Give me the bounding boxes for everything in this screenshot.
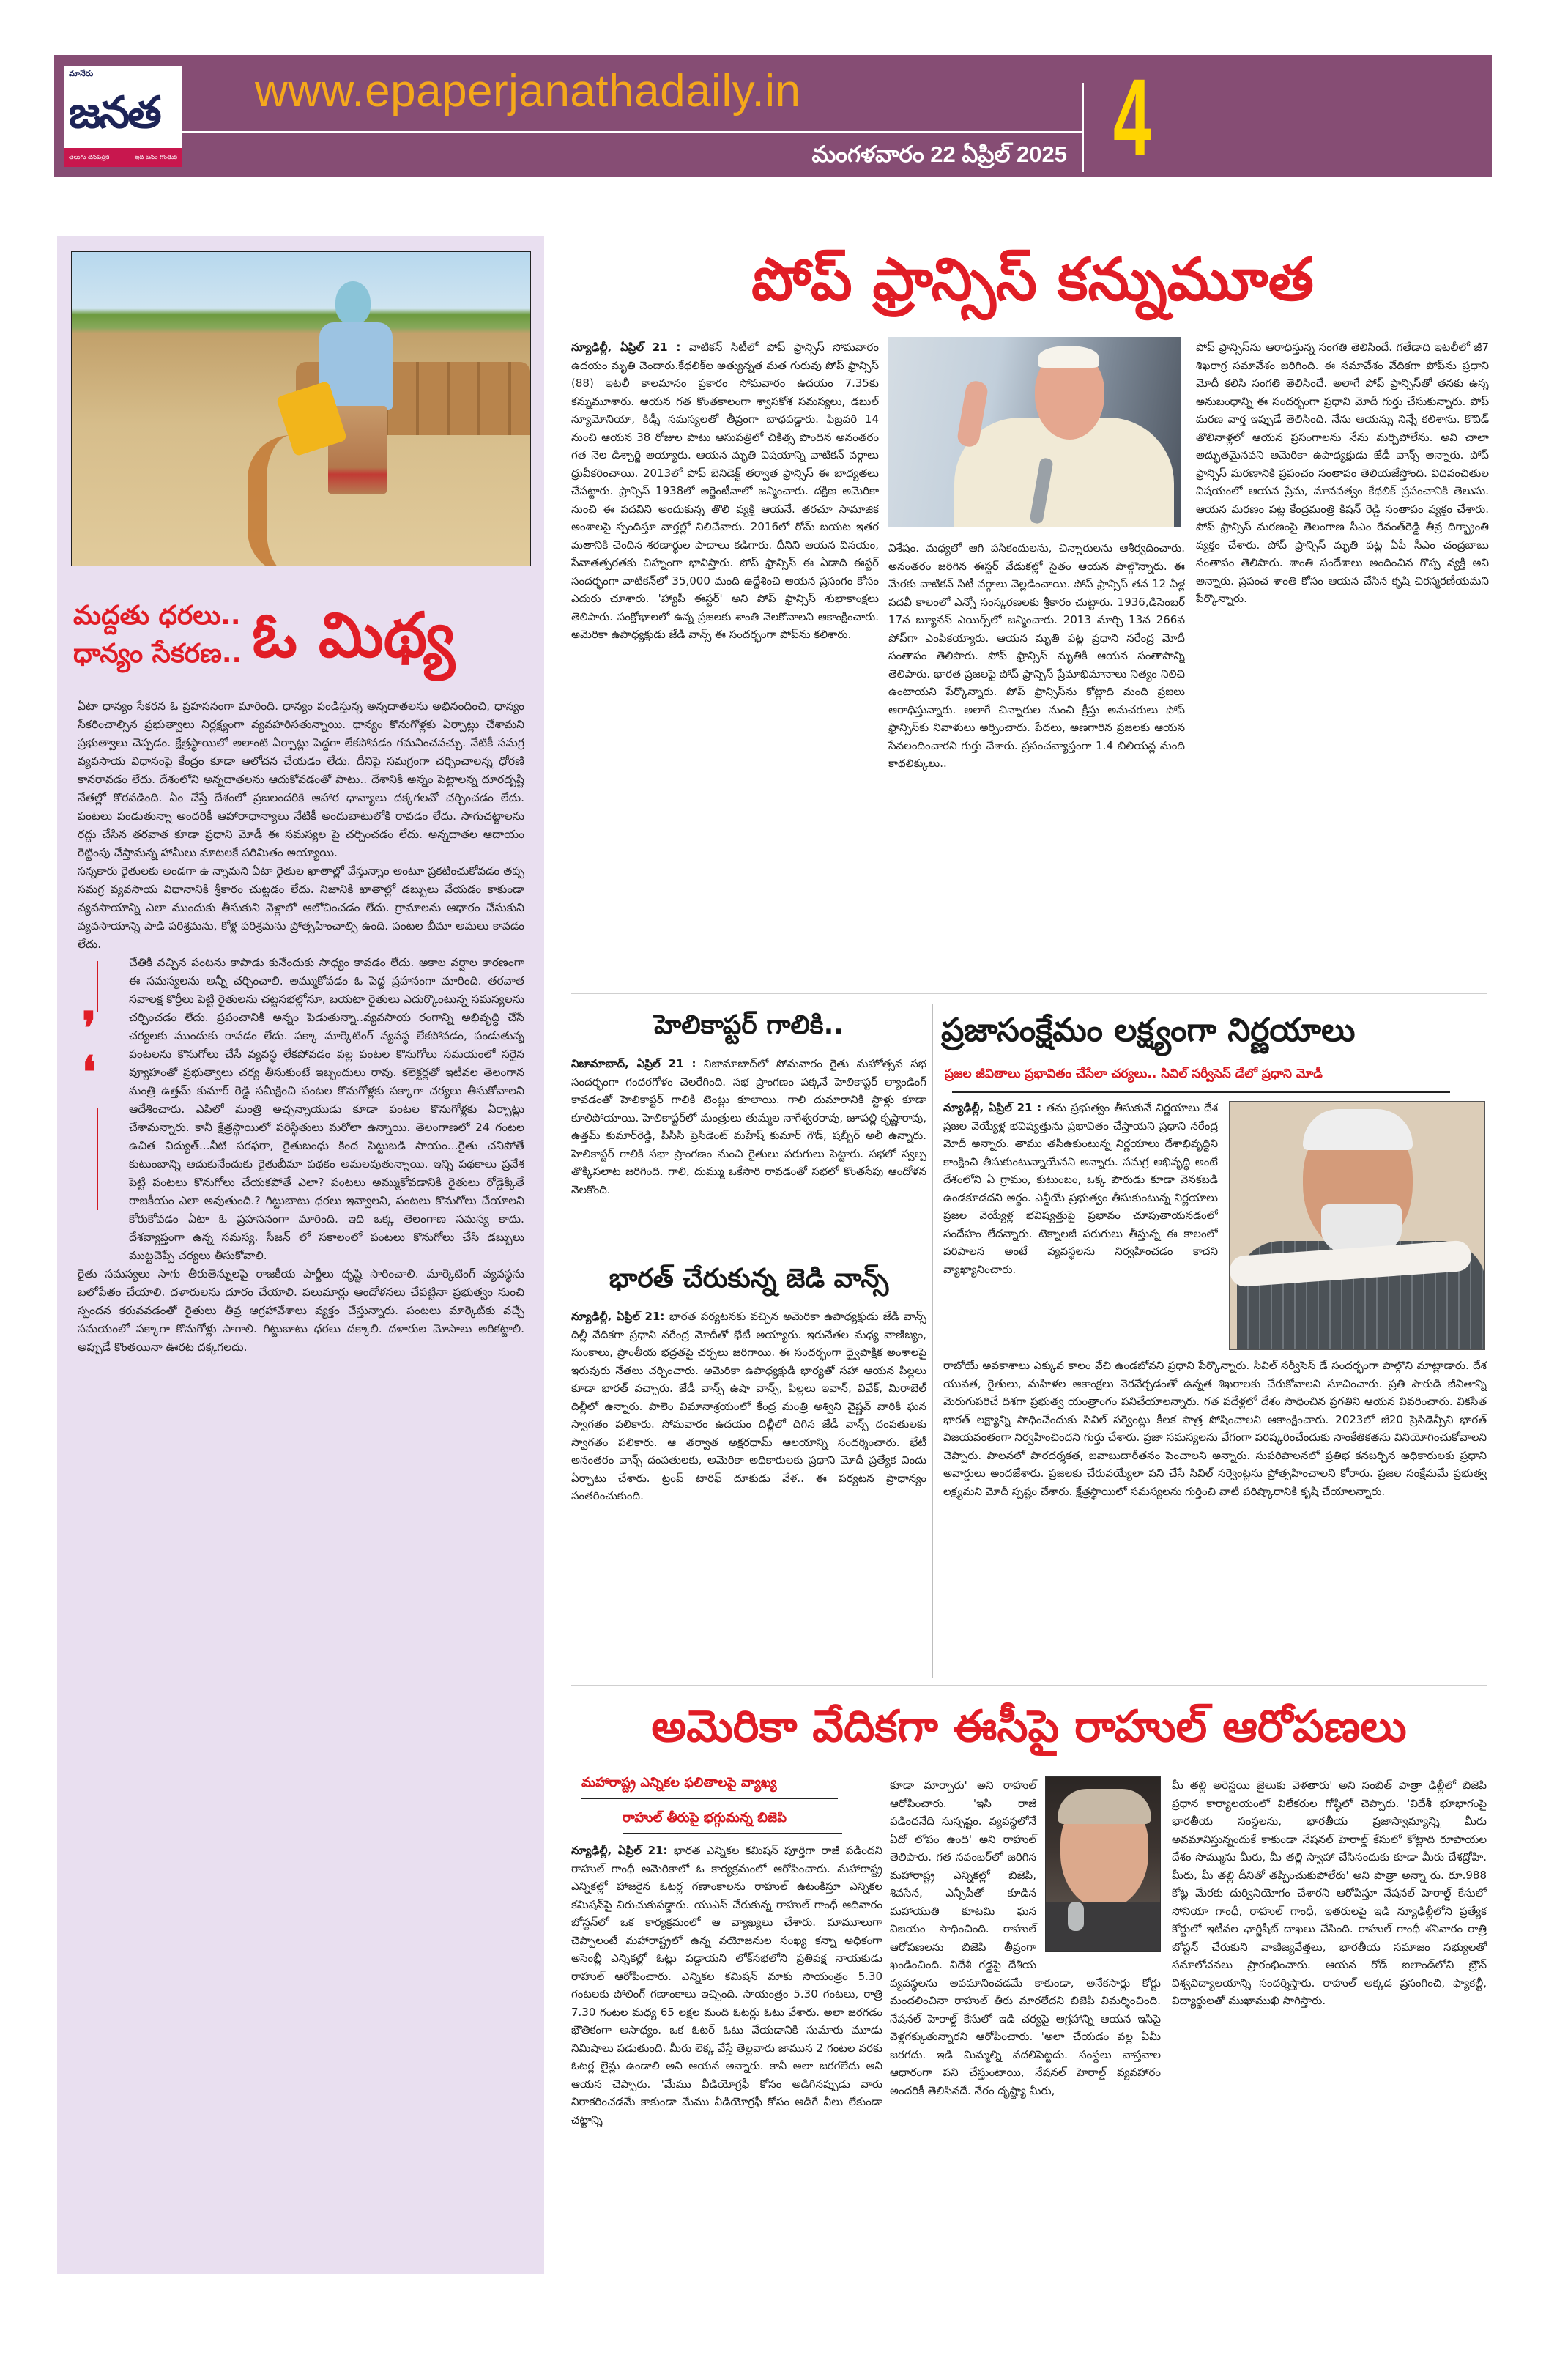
rahul-article-column-3: మీ తల్లి అరెస్టయి జైలుకు వెళతారు' అని సంబిత్ పాత్రా ఢిల్లీలో బిజెపి ప్రధాన కార్యాలయంలో విలేకరుల గోష్ఠిలో చెప్పారు. 'విదేశీ భూభాగంపై భారతీయ సంస్థలను, భారతీయ ప్రజాస్వామ్యాన్ని మీరు అవమానిస్తున్నందుకే కాకుండా నేషనల్ హెరాల్డ్ కేసులో కోట్లాది రూపాయల దేశం సొమ్మును మీరు, మీ తల్లి స్వాహా చేసినందుకు కూడా మీరు దేశద్రోహి. మీరు, మీ తల్లి దీనితో తప్పించుకుపోలేరు' అని పాత్రా అన్నా రు. రూ.988 కోట్ల మేరకు దుర్వినియోగం చేశారని ఆరోపిస్తూ నేషనల్ హెరాల్డ్ కేసులో సోనియా గాంధీ, రాహుల్ గాంధీ, ఇతరులపై ఇడి న్యూఢిల్లీలోని ప్రత్యేక కోర్టులో ఇటీవల ఛార్జిషీట్ దాఖలు చేసింది. రాహుల్ గాంధీ శనివారం రాత్రి బోస్టన్ చేరుకుని వాణిజ్యవేత్తలు, భారతీయ సమాజం సభ్యులతో సమాలోచనలు ప్రారంభించారు. ఆయన రోడ్ ఐలాండ్‌లోని బ్రౌన్ విశ్వవిద్యాలయాన్ని సందర్శిస్తారు. రాహుల్ అక్కడ ప్రసంగించి, ఫ్యాకల్టీ, విద్యార్థులతో ముఖాముఖి సాగిస్తారు. — [1172, 1779, 1487, 2007]
editorial-headline-big: ఓ మిథ్య — [252, 599, 455, 671]
falling-grain — [248, 435, 313, 566]
vance-dateline: న్యూఢిల్లీ, ఏప్రిల్ 21: — [571, 1310, 665, 1323]
modi-article-body-wide: రాబోయే అవకాశాలు ఎక్కువ కాలం వేచి ఉండబోవని ప్రధాని పేర్కొన్నారు. సివిల్ సర్వీసెస్ డే సందర్భంగా పాల్గొని మాట్లాడారు. దేశ యువత, రైతులు, మహిళల ఆకాంక్షలు నెరవేర్చడంతో ఉన్నత శిఖరాలకు చేరుకోవాలని సూచించారు. ప్రతి పౌరుడి జీవితాన్ని మెరుగుపరిచే దిశగా ప్రభుత్వ యంత్రాంగం పనిచేయాలన్నారు. గత పదేళ్లలో దేశం సాధించిన ప్రగతిని ఆయన వివరించారు. వికసిత భారత్ లక్ష్యాన్ని సాధించేందుకు సివిల్ సర్వెంట్లు కీలక పాత్ర పోషించాలని ఆకాంక్షించారు. 2023లో జీ20 ప్రెసిడెన్సీని భారత్ విజయవంతంగా నిర్వహించిందని గుర్తు చేశారు. ప్రజా సమస్యలను వేగంగా పరిష్కరించేందుకు సాంకేతికతను వినియోగించుకోవాలని చెప్పారు. పాలనలో పారదర్శకత, జవాబుదారీతనం పెంచాలని అన్నారు. సుపరిపాలనలో ప్రతిభ కనబర్చిన అధికారులకు ప్రధాని అవార్డులు అందజేశారు. ప్రజలకు చేరువయ్యేలా పని చేసే సివిల్ సర్వెంట్లను ప్రోత్సహించాలని కోరారు. ప్రజల సంక్షేమమే ప్రభుత్వ లక్ష్యమని మోదీ స్పష్టం చేశారు. క్షేత్రస్థాయిలో సమస్యలను గుర్తించి వాటి పరిష్కారానికి కృషి చేయాలన్నారు. — [943, 1359, 1487, 1498]
rahul-subheadline-1: మహారాష్ట్ర ఎన్నికల ఫలితాలపై వ్యాఖ్య — [581, 1775, 777, 1790]
editorial-quote-block — [78, 954, 524, 1265]
pope-francis-photo[interactable] — [888, 337, 1181, 527]
logo-tagline-strip — [64, 148, 182, 167]
rahul-gandhi-photo[interactable] — [1045, 1776, 1161, 1952]
tagline-left: తెలుగు దినపత్రిక — [69, 154, 110, 161]
pope-dateline: న్యూఢిల్లీ, ఏప్రిల్ 21 : — [571, 341, 681, 354]
farmer-winnowing-grain-photo[interactable] — [71, 251, 531, 566]
editorial-paragraph: ఏటా ధాన్యం సేకరన ఓ ప్రహసనంగా మారింది. ధాన్యం పండిస్తున్న అన్నదాతలను అభినందించి, ధాన్యం సేకరించాల్సిన ప్రభుత్వాలు నిర్లక్ష్యంగా వ్యవహరిసతున్నాయి. ధాన్యం కొనుగోళ్లకు ఏర్పాట్లు చేశామని ప్రభుత్వాలు చెప్పడం. క్షేత్రస్థాయిలో అలాంటి ఏర్పాట్లు పెద్దగా లేకపోవడం గమనించవచ్చు. నేటికీ సమగ్ర వ్యవసాయ విధానంపై కేంద్రం కూడా ఆలోచన చేయడం లేదు. దీనిపై సమగ్రంగా చర్చించాలన్న ధోరణి కానరావడం లేదు. దేశంలోని అన్నదాతలను ఆదుకోవడంతో పాటు.. దేశానికి అన్నం పెట్టాలన్న దూరదృష్టి నేతల్లో కొరవడింది. ఏం చేస్తే దేశంలో ప్రజలందరికి ఆహార ధాన్యాలు దక్కగలవో చర్చించడం లేదు. పంటలు పండుతున్నా అందరికీ ఆహారాధాన్యాలు నేటికీ అందుబాటులోకి రావడం లేదు. సాగుచట్టాలను రద్దు చేసిన తరవాత కూడా ప్రధాని మోడీ ఈ సమస్యల పై చర్చించడం లేదు. అన్నదాతల ఆదాయం రెట్టింపు చేస్తామన్న హామీలు మాటలకే పరిమితం అయ్యాయి. — [78, 700, 524, 859]
rahul-dateline: న్యూఢిల్లీ, ఏప్రిల్ 21: — [571, 1844, 668, 1857]
pope-article-column-2: విశేషం. మధ్యలో ఆగి పసికందులను, చిన్నారులను ఆశీర్వదించారు. అనంతరం జరిగిన ఈస్టర్ వేడుకల్లో సైతం ఆయన పాల్గొన్నారు. ఈ మేరకు వాటికన్ సిటీ వర్గాలు వెల్లడించాయి. పోప్ ఫ్రాన్సిస్ తన 12 ఏళ్ల పదవీ కాలంలో ఎన్నో సంస్కరణలకు శ్రీకారం చుట్టారు. 1936,డిసెంబర్ 17న బ్యూనస్ ఎయిర్స్‌లో జన్మించారు. 2013 మార్చి 13న 266వ పోప్‌గా ఎంపికయ్యారు. ఆయన మృతి పట్ల ప్రధాని నరేంద్ర మోదీ సంతాపం తెలిపారు. పోప్ ఫ్రాన్సిస్ మృతికి ఆయన సంతాపాన్ని తెలిపారు. భారత ప్రజలపై పోప్ ఫ్రాన్సిస్ ప్రేమాభిమానాలు నిత్యం నిలిచి ఉంటాయని పేర్కొన్నారు. పోప్ ఫ్రాన్సిస్‌ను కోట్లాది మంది ప్రజలు ఆరాధిస్తున్నారు. అలాగే చిన్నారుల నుంచి క్రీస్తు అనుచరులు పోప్ ఫ్రాన్సిస్‌కు నివాళులు అర్పించారు. పేదలు, అణగారిన ప్రజలకు ఆయన సేవలందించారని గుర్తు చేశారు. ప్రపంచవ్యాప్తంగా 1.4 బిలియన్ల మంది కాథలిక్కులు.. — [888, 541, 1185, 770]
pope-headline: పోప్ ఫ్రాన్సిస్ కన్నుమూత — [751, 245, 1314, 314]
brand-name: జనత — [69, 87, 160, 138]
pope-col1-text: వాటికన్ సిటీలో పోప్ ఫ్రాన్సిస్ సోమవారం ఉదయం మృతి చెందారు.కేథలిక్‌ల అత్యున్నత మత గురువు పోప్ ఫ్రాన్సిస్ (88) ఇటలీ కాలమానం ప్రకారం సోమవారం ఉదయం 7.35కు కన్నుమూశారు. ఆయన గత కొంతకాలంగా శ్వాసకోశ సమస్యలు, డబుల్ న్యూమోనియా, కిడ్నీ సమస్యలతో తీవ్రంగా బాధపడ్డారు. ఫిబ్రవరి 14 నుంచి ఆయన 38 రోజుల పాటు ఆసుపత్రిలో చికిత్స పొందిన అనంతరం గత నెల డిశ్చార్జి అయ్యారు. ఆయన మృతి విషయాన్ని వాటికన్ వర్గాలు ధ్రువీకరించాయి. 2013లో పోప్ బెనిడెక్ట్ తర్వాత ఫ్రాన్సిస్ ఈ బాధ్యతలు చేపట్టారు. ఫ్రాన్సిస్ 1938లో అర్జెంటీనాలో జన్మించారు. దక్షిణ అమెరికా నుంచి ఈ పదవిని అందుకున్న తొలి వ్యక్తి ఆయనే. తరచూ సామాజిక అంశాలపై స్పందిస్తూ వార్తల్లో నిలిచేవారు. 2016లో రోమ్ బయట ఇతర మతానికి చెందిన శరణార్థుల పాదాలు కడిగారు. దీనిని ఆయన వినయం, సేవాతత్పరతకు చిహ్నంగా భావిస్తారు. పోప్ ఫ్రాన్సిస్ ఈ ఏడాది ఈస్టర్ సందర్భంగా వాటికన్‌లో 35,000 మంది ఉద్దేశించి ఆయన ప్రసంగం కోసం ఎదురు చూశారు. 'హ్యాపీ ఈస్టర్' అని పోప్ ఫ్రాన్సిస్ శుభాకాంక్షలు తెలిపారు. సంక్షోభాలలో ఉన్న ప్రజలకు శాంతి నెలకొనాలని ఆకాంక్షించారు. అమెరికా ఉపాధ్యక్షుడు జేడీ వాన్స్ ఈ సందర్భంగా పోప్‌ను కలిశారు. — [571, 341, 879, 641]
brand-prefix: మానేరు — [69, 69, 94, 78]
pope-article-column-1 — [571, 338, 879, 983]
helicopter-article-body — [571, 1055, 926, 1253]
column-divider — [932, 1004, 933, 1678]
pope-article-column-3: పోప్ ఫ్రాన్సిస్‌ను ఆరాధిస్తున్న సంగతి తెలిసిందే. గతేడాది ఇటలీలో జీ7 శిఖరాగ్ర సమావేశం జరిగింది. ఈ సమావేశం వేదికగా పోప్‌ను ప్రధాని మోదీ కలిసి సంగతి తెలిసిందే. అలాగే పోప్ ఫ్రాన్సిస్‌తో తనకు ఉన్న అనుబంధాన్ని ఈ సందర్భంగా ప్రధాని మోదీ గుర్తు చేసుకున్నారు. పోప్ మరణ వార్త ఇప్పుడే తెలిసింది. నేను ఆయన్ను నిన్నే కలిశాను. కొవిడ్ తొలినాళ్లలో ఆయన ప్రసంగాలను నేను మర్చిపోలేను. అవి చాలా అద్భుతమైనవని అమెరికా ఉపాధ్యక్షుడు జేడీ వాన్స్ అన్నారు. పోప్ ఫ్రాన్సిస్ మరణానికి ప్రపంచం సంతాపం తెలియజేస్తోంది. విధివంచితుల విషయంలో ఆయన ప్రేమ, మానవత్వం కేథలిక్ ప్రపంచానికి తెలుసు. ఆయన మరణం పట్ల కేంద్రమంత్రి కిషన్ రెడ్డి సంతాపం వ్యక్తం చేశారు. పోప్ ఫ్రాన్సిస్ మరణంపై తెలంగాణ సీఎం రేవంత్‌రెడ్డి తీవ్ర దిగ్భ్రాంతి వ్యక్తం చేశారు. పోప్ ఫ్రాన్సిస్ మృతి పట్ల ఏపీ సీఎం చంద్రబాబు సంతాపం తెలిపారు. శాంతి సందేశాలు అందించిన గొప్ప వ్యక్తి అని అన్నారు. ప్రపంచ శాంతి కోసం ఆయన చేసిన కృషి చిరస్మరణీయమని పేర్కొన్నారు. — [1196, 341, 1489, 605]
modi-col-text: తమ ప్రభుత్వం తీసుకునే నిర్ణయాలు దేశ ప్రజల వెయ్యేళ్ల భవిష్యత్తును ప్రభావితం చేస్తాయని ప్రధాని నరేంద్ర మోదీ అన్నారు. తాము తసీఉకుంటున్న నిర్ణయాలు దేశాభివృద్ధిని కాంక్షించి తీసుకుంటున్నాయేనని అన్నారు. సమగ్ర అభివృద్ధి అంటే దేశంలోని ఏ గ్రామం, కుటుంబం, ఒక్క పౌరుడు కూడా వెనకబడి ఉండకూడదని అర్థం. ఎన్డీయే ప్రభుత్వం తీసుకుంటున్న నిర్ణయాలు ప్రజల వెయ్యేళ్ల భవిష్యత్తుపై ప్రభావం చూపుతాయనడంలో సందేహం లేదన్నారు. టెక్నాలజీ పరుగులు తీస్తున్న ఈ కాలంలో పరిపాలన అంటే వ్యవస్థలను నిర్వహించడం కాదని వ్యాఖ్యానించారు. — [943, 1101, 1218, 1276]
modi-subheadline-rule — [952, 1091, 1450, 1093]
rahul-article-column-2: కూడా మార్చారు' అని రాహుల్ ఆరోపించారు. 'ఇసి రాజీ పడిందనేది సుస్పష్టం. వ్యవస్థలోనే ఏదో లోపం ఉంది' అని రాహుల్ తెలిపారు. గత నవంబర్‌లో జరిగిన మహారాష్ట్ర ఎన్నికల్లో బిజెపి, శివసేన, ఎన్సీపీతో కూడిన మహాయుతి కూటమి ఘన విజయం సాధించింది. రాహుల్ ఆరోపణలను బిజెపి తీవ్రంగా ఖండించింది. విదేశీ గడ్డపై దేశీయ వ్యవస్థలను అవమానించడమే కాకుండా, అనేకసార్లు కోర్టు మందలించినా రాహుల్ తీరు మారలేదని బిజెపి విమర్శించింది. నేషనల్ హెరాల్డ్ కేసులో ఇడి చర్యపై ఆగ్రహాన్ని ఆయన ఇసిపై వెళ్లగక్కుతున్నారని ఆరోపించారు. 'అలా చేయడం వల్ల ఏమీ జరగదు. ఇడి మిమ్మల్ని వదలిపెట్టదు. సంస్థలు వాస్తవాల ఆధారంగా పని చేస్తుంటాయి, నేషనల్ హెరాల్డ్ వ్యవహారం అందరికీ తెలిసినదే. నేరం దృష్ట్యా మీరు, — [890, 1779, 1161, 2097]
vance-article-body — [571, 1308, 926, 1674]
vance-headline: భారత్ చేరుకున్న జెడి వాన్స్ — [609, 1264, 889, 1294]
newspaper-logo[interactable] — [64, 66, 182, 167]
rahul-middle-column — [890, 1776, 1161, 2344]
section-divider — [571, 1685, 1487, 1686]
issue-date: మంగళవారం 22 ఏప్రిల్ 2025 — [811, 141, 1067, 167]
helicopter-dateline: నిజామాబాద్, ఏప్రిల్ 21 : — [571, 1057, 696, 1070]
vance-text: భారత పర్యటనకు వచ్చిన అమెరికా ఉపాధ్యక్షుడు జేడీ వాన్స్ దిల్లీ వేదికగా ప్రధాని నరేంద్ర మోదీతో భేటీ అయ్యారు. ఇరునేతల మధ్య వాణిజ్యం, సుంకాలు, ప్రాంతీయ భద్రతపై చర్చలు జరిగాయి. ఈ సందర్భంగా ద్వైపాక్షిక అంశాలపై ఇరువురు నేతలు చర్చించారు. అమెరికా ఉపాధ్యక్షుడి భార్యతో సహా ఆయన పిల్లలు కూడా భారత్ వచ్చారు. జేడీ వాన్స్ ఉషా వాన్స్, పిల్లలు ఇవాన్, వివేక్, మిరాబెల్ దిల్లీలో ఉన్నారు. పాలెం విమానాశ్రయంలో కేంద్ర మంత్రి అశ్విని వైష్ణవ్ వారికి ఘన స్వాగతం పలికారు. సోమవారం ఉదయం దిల్లీలో దిగిన జేడీ వాన్స్ దంపతులకు స్వాగతం పలికారు. ఆ తర్వాత అక్షరధామ్ ఆలయాన్ని సందర్శించారు. భేటీ అనంతరం వాన్స్ దంపతులకు, అమెరికా అధికారులకు ప్రధాని మోదీ ప్రత్యేక విందు ఏర్పాటు చేశారు. ట్రంప్ టారిఫ్ దూకుడు వేళ.. ఈ పర్యటన ప్రాధాన్యం సంతరించుకుంది. — [571, 1310, 926, 1502]
tagline-right: ఇది జనం గొంతుక — [135, 154, 177, 161]
rahul-article-column-1 — [571, 1842, 882, 2344]
editorial-box — [57, 236, 544, 2274]
rahul-subheadline-rule — [623, 1833, 842, 1834]
editorial-headline-stack — [73, 597, 242, 673]
helicopter-headline: హెలికాప్టర్ గాలికి.. — [654, 1010, 844, 1040]
rahul-subheadline-rule — [581, 1798, 838, 1799]
editorial-paragraph: రైతు సమస్యలు సాగు తీరుతెన్నులపై రాజకీయ పార్టీలు దృష్టి సారించాలి. మార్కెటింగ్ వ్యవస్థను బలోపేతం చేయాలి. దళారులను దూరం చేయాలి. పలుమార్లు ఆందోళనలు చేపట్టినా ప్రభుత్వం నుంచి స్పందన కరువవడంతో రైతులు తీవ్ర ఆగ్రహావేశాలు వ్యక్తం చేస్తున్నారు. పంటలు మార్కెట్‌కు వచ్చే సమయంలో పక్కాగా కొనుగోళ్లు సాగాలి. గిట్టుబాటు ధరలు దక్కాలి. దళారుల మోసాలు అరికట్టాలి. అప్పుడే కొంతయినా ఊరట దక్కగలదు. — [78, 1267, 524, 1354]
editorial-paragraph: సన్నకారు రైతులకు అండగా ఉ న్నామని ఏటా రైతుల ఖాతాల్లో వేస్తున్నాం అంటూ ప్రకటించుకోవడం తప్ప సమగ్ర వ్యవసాయ విధానానికి శ్రీకారం చుట్టడం లేదు. నిజానికి ఖాతాల్లో డబ్బులు వేయడం కాకుండా వ్యవసాయాన్ని ఎలా ముందుకు తీసుకుని వెళ్లాలో ఆలోచించడం లేదు. గ్రామాలను ఆధారం చేసుకుని వ్యవసాయాన్ని పాడి పరిశ్రమను, కోళ్ల పరిశ్రమను ప్రోత్సహించాల్సి ఉంది. పంటల బీమా అమలు కావడం లేదు. — [78, 864, 524, 951]
quote-mark-icon: ❜ ❛ — [78, 954, 119, 1265]
section-divider — [571, 993, 1487, 994]
masthead-vertical-divider — [1082, 83, 1084, 172]
rahul-subheadline-2: రాహుల్ తీరుపై భగ్గుమన్న బిజెపి — [623, 1810, 787, 1825]
editorial-headline — [73, 580, 527, 690]
rahul-headline: అమెరికా వేదికగా ఈసీపై రాహుల్ ఆరోపణలు — [651, 1701, 1407, 1752]
modi-article-column — [943, 1099, 1218, 1350]
modi-headline: ప్రజాసంక్షేమం లక్ష్యంగా నిర్ణయాలు — [941, 1012, 1356, 1049]
editorial-paragraph: చేతికి వచ్చిన పంటను కాపాడు కునేందుకు సాధ్యం కావడం లేదు. అకాల వర్షాల కారణంగా ఈ సమస్యలను అన్నీ చర్చించాలి. అమ్ముకోవడం ఓ పెద్ద ప్రహనంగా మారింది. తరవాత సవాలక్ష కొర్రీలు పెట్టి రైతులను చట్టసభల్లోనూ, బయటా రైతులు ఎదుర్కొంటున్న సమస్యలను చర్చించడం లేదు. ప్రపంచానికి అన్నం పెడుతున్నా..వ్యవసాయ రంగాన్ని అభివృద్ధి చేసే చర్యలకు ముందుకు రావడం లేదు. పక్కా మార్కెటింగ్ వ్యవస్థ లేకపోవడం, పండుతున్న పంటలను కొనుగోలు చేసే వ్యవస్థ లేకపోవడం వల్ల పంటల కొనుగోలు సమయంలో సరైన వ్యూహంతో ప్రభుత్వాలు చర్య తీసుకుంటే ఇబ్బందులు రావు. కలెక్టర్లతో ఇటీవల తెలంగాన మంత్రి ఉత్తమ్ కుమార్ రెడ్డి సమీక్షించి పంటల కొనుగోళ్లకు పక్కాగా చర్యలు తీసుకోవాలని ఆదేశించారు. ఎపిలో మంత్రి అచ్చన్నాయుడు కూడా పంటల కొనుగోళ్లకు ఏర్పాట్లు చేశామన్నారు. కానీ క్షేత్రస్థాయిలో పరిస్థితులు మరోలా ఉన్నాయి. తెలంగాణలో 24 గంటల ఉచిత విద్యుత్...నీటి సరఫరా, రైతుబంధు కింద పెట్టుబడి సాయం...రైతు చనిపోతే కుటుంబాన్ని ఆదుకునేందుకు రైతుబీమా పథకం అమలవుతున్నాయి. ఇన్ని పథకాలు ప్రవేశ పెట్టి పంటలు కొనుగోలు చేయకపోతే ఎలా? పంటలు అమ్ముకోవడానికి రైతులు రోడ్డెక్కితే రాజకీయం ఎలా అవుతుంది.? గిట్టుబాటు ధరలు ఇవ్వాలని, పంటలు కొనుగోలు చేయాలని కోరుకోవడం ఏటా ఓ ప్రహసనంగా మారింది. ఇది ఒక్క తెలంగాణ సమస్య కాదు. దేశవ్యాప్తంగా ఉన్న సమస్య. సీజన్ లో సకాలంలో పంటలు కొనుగోలు చేసి డబ్బులు ముట్టచెప్పే చర్యలు తీసుకోవాలి. — [129, 956, 524, 1262]
pm-modi-photo[interactable] — [1229, 1101, 1485, 1350]
site-url-link[interactable]: www.epaperjanathadaily.in — [255, 66, 801, 116]
rahul-col1-text: భారత ఎన్నికల కమిషన్ పూర్తిగా రాజీ పడిందని రాహుల్ గాంధీ అమెరికాలో ఓ కార్యక్రమంలో ఆరోపించారు. మహారాష్ట్ర ఎన్నికల్లో హాజరైన ఓటర్ల గణాంకాలను రాహుల్ ఉటంకిస్తూ ఎన్నికల కమిషన్‌పై విరుచుకుపడ్డారు. యుఎస్ చేరుకున్న రాహుల్ గాంధీ ఆదివారం బోస్టన్‌లో ఒక కార్యక్రమంలో ఆ వ్యాఖ్యలు చేశారు. మామూలుగా చెప్పాలంటే మహారాష్ట్రలో ఉన్న వయోజనుల సంఖ్య కన్నా అధికంగా అసెంబ్లీ ఎన్నికల్లో ఓట్లు పడ్డాయని లోక్‌సభలోని ప్రతిపక్ష నాయకుడు రాహుల్ ఆరోపించారు. ఎన్నికల కమిషన్ మాకు సాయంత్రం 5.30 గంటలకు పోలింగ్ గణాంకాలు ఇచ్చింది. సాయంత్రం 5.30 గంటలు, రాత్రి 7.30 గంటల మధ్య 65 లక్షల మంది ఓటర్లు ఓటు వేశారు. అలా జరగడం భౌతికంగా అసాధ్యం. ఒక ఓటర్ ఓటు వేయడానికి సుమారు మూడు నిమిషాలు పడుతుంది. మీరు లెక్క వేస్తే తెల్లవారు జామున 2 గంటల వరకు ఓటర్ల లైన్లు ఉండాలి అని ఆయన అన్నారు. కానీ అలా జరగలేదు అని ఆయన చెప్పారు. 'మేము వీడియోగ్రఫీ కోసం అడిగినప్పుడు వారు నిరాకరించడమే కాకుండా మేము వీడియోగ్రఫీ కోసం అడిగే వీలు లేకుండా చట్టాన్ని — [571, 1844, 882, 2127]
editorial-headline-line2: ధాన్యం సేకరణ.. — [73, 639, 242, 669]
rahul-left-column — [571, 1773, 882, 2344]
masthead-divider — [182, 131, 1082, 133]
modi-dateline: న్యూఢిల్లీ, ఏప్రిల్ 21 : — [943, 1101, 1042, 1114]
editorial-body — [78, 697, 524, 2258]
helicopter-text: నిజామాబాద్‌లో సోమవారం రైతు మహోత్సవ సభ సందర్భంగా గందరగోళం చెలరేగింది. సభ ప్రాంగణం పక్కనే హెలికాప్టర్ ల్యాండింగ్ కావడంతో హెలికాప్టర్ గాలికి టెంట్లు కూలాయి. గాలి దుమారానికి స్టాళ్లు కూడా కూలిపోయాయి. హెలికాప్టర్‌లో మంత్రులు తుమ్మల నాగేశ్వరరావు, జూపల్లి కృష్ణారావు, ఉత్తమ్ కుమార్‌రెడ్డి, పీసీసీ ప్రెసిడెంట్ మహేష్ కుమార్ గౌడ్, షబ్బీర్ అలీ ఉన్నారు. హెలికాప్టర్ గాలికి సభా ప్రాంగణం నుంచి రైతులు పరుగులు పెట్టారు. సభలో స్వల్ప తొక్కిసలాట జరిగింది. గాలి, దుమ్ము ఒకేసారి రావడంతో సభలో కొంతసేపు ఆందోళన నెలకొంది. — [571, 1057, 926, 1196]
modi-subheadline: ప్రజల జీవితాలు ప్రభావితం చేసేలా చర్యలు.. సివిల్ సర్వీసెస్ డేలో ప్రధాని మోడీ — [945, 1067, 1323, 1081]
masthead — [54, 55, 1492, 177]
page-number: 4 — [1113, 56, 1151, 179]
editorial-headline-line1: మద్దతు ధరలు.. — [73, 601, 241, 631]
